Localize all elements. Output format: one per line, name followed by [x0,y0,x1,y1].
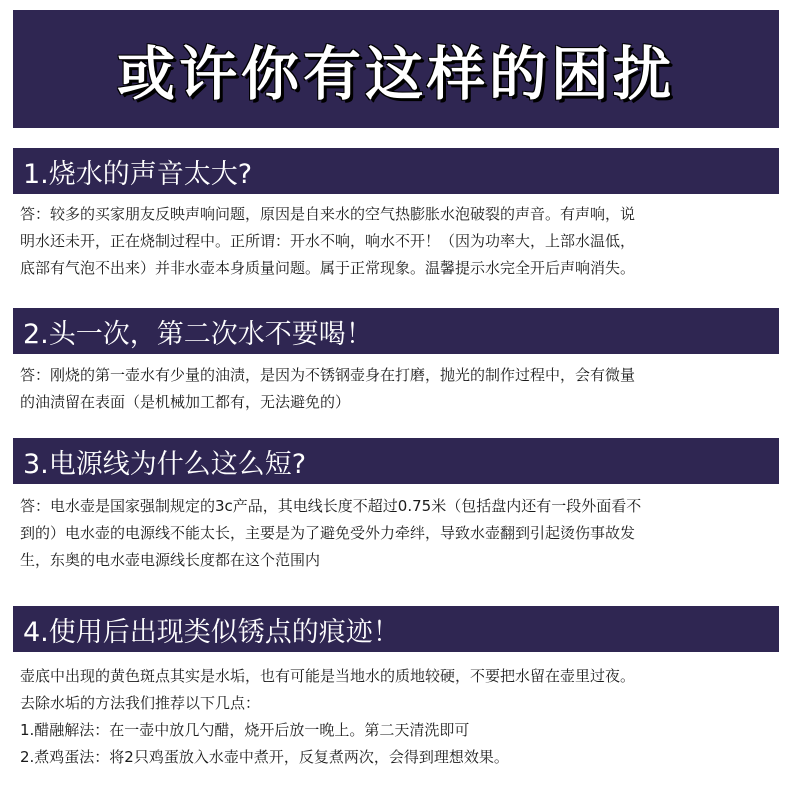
section-4-line: 1.醋融解法：在一壶中放几勺醋，烧开后放一晚上。第二天清洗即可 [20,721,470,739]
section-1-line: 明水还未开，正在烧制过程中。正所谓：开水不响，响水不开！（因为功率大，上部水温低， [20,232,636,250]
section-4-line: 去除水垢的方法我们推荐以下几点： [20,694,261,712]
section-1-text [20,201,772,282]
section-1-heading [13,148,779,194]
section-4-line: 壶底中出现的黄色斑点其实是水垢，也有可能是当地水的质地较硬，不要把水留在壶里过夜。 [20,667,636,685]
section-3-line: 答：电水壶是国家强制规定的3c产品，其电线长度不超过0.75米（包括盘内还有一段外面看不 [20,497,642,515]
section-4-text [20,663,772,771]
section-2-line: 答：刚烧的第一壶水有少量的油渍，是因为不锈钢壶身在打磨，抛光的制作过程中，会有微量 [20,366,636,384]
section-4-heading [13,606,779,652]
section-4-line: 2.煮鸡蛋法：将2只鸡蛋放入水壶中煮开，反复煮两次，会得到理想效果。 [20,748,509,766]
section-3-heading-text: 3.电源线为什么这么短? [23,448,307,480]
section-2-heading-text: 2.头一次，第二次水不要喝！ [23,318,373,350]
section-2-text [20,362,772,416]
section-3-text [20,493,772,574]
section-4-heading-text: 4.使用后出现类似锈点的痕迹！ [23,616,400,648]
section-1-line: 底部有气泡不出来）并非水壶本身质量问题。属于正常现象。温馨提示水完全开后声响消失。 [20,259,636,277]
banner-title: 或许你有这样的困扰 [116,40,675,108]
title-banner [13,10,779,128]
section-3-heading [13,438,779,484]
section-2-heading [13,308,779,354]
section-2-line: 的油渍留在表面（是机械加工都有，无法避免的） [20,393,351,411]
section-1-line: 答：较多的买家朋友反映声响问题，原因是自来水的空气热膨胀水泡破裂的声音。有声响，说 [20,205,636,223]
section-3-line: 到的）电水壶的电源线不能太长，主要是为了避免受外力牵绊，导致水壶翻到引起烫伤事故发 [20,524,636,542]
section-3-line: 生，东奥的电水壶电源线长度都在这个范围内 [20,551,321,569]
section-1-heading-text: 1.烧水的声音太大? [23,158,253,190]
